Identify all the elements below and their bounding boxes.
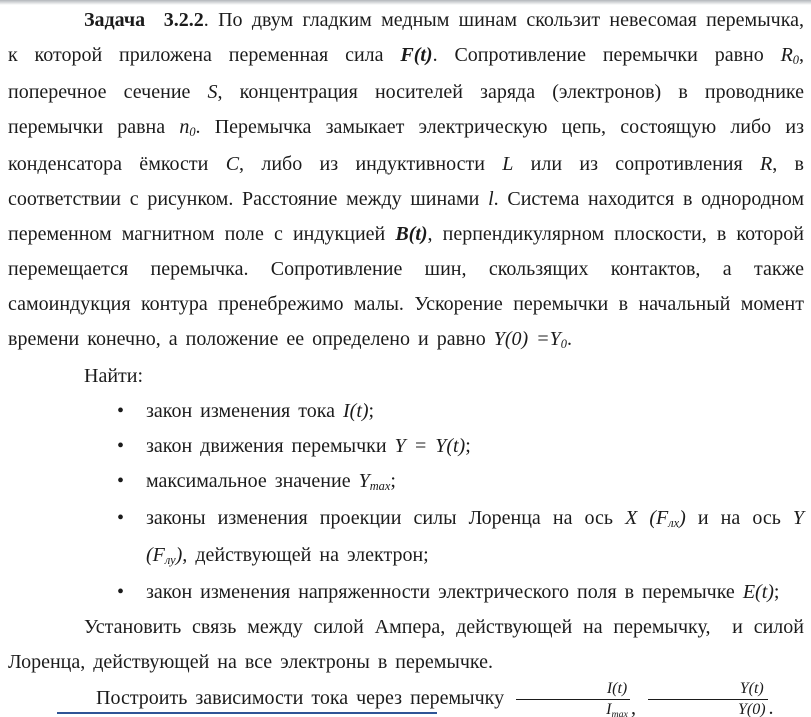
- text-run: ;: [465, 435, 471, 457]
- text-run: I: [606, 700, 612, 717]
- text-run: Y(t): [739, 680, 764, 697]
- list-item: [8, 501, 804, 575]
- text-run: .: [768, 697, 774, 717]
- text-run: , концентрация носителей заряда (электронов) в проводнике перемычки равна: [8, 81, 804, 138]
- ampere-lorentz-paragraph: [8, 610, 804, 680]
- text-run: I(t): [343, 400, 369, 422]
- text-run: n: [179, 116, 190, 138]
- text-run: лу: [164, 553, 176, 568]
- text-run: Y: [358, 470, 370, 492]
- list-item: [8, 394, 804, 429]
- text-run: и на ось: [685, 507, 793, 529]
- text-run: . Сопротивление перемычки равно: [432, 44, 781, 66]
- text-run: 0: [189, 125, 196, 140]
- text-run: ,: [630, 697, 636, 717]
- problem-statement-paragraph: [8, 3, 804, 359]
- text-run: E(t): [742, 581, 774, 603]
- text-run: l: [488, 188, 494, 210]
- bullet-icon: •: [117, 470, 125, 492]
- text-run: [636, 687, 644, 709]
- fraction-numerator: [516, 680, 630, 700]
- text-run: ),: [175, 544, 188, 566]
- text-run: B(t): [395, 223, 428, 245]
- text-run: , поперечное сечение: [8, 44, 804, 103]
- text-run: S: [207, 81, 218, 103]
- text-run: 0: [792, 53, 799, 68]
- bullet-icon: •: [117, 581, 125, 603]
- bullet-icon: •: [117, 507, 125, 529]
- text-run: max: [611, 708, 628, 717]
- text-run: или из сопротивления: [513, 153, 761, 175]
- text-run: I(t): [606, 680, 628, 697]
- fraction-denominator: [516, 700, 630, 717]
- text-run: Задача 3.2.2: [84, 9, 204, 31]
- document-body: [8, 3, 804, 717]
- bullet-icon: •: [117, 400, 125, 422]
- text-run: Найти:: [84, 365, 144, 387]
- text-run: ): [679, 507, 686, 529]
- text-run: закон изменения напряженности электрического поля в перемычке: [146, 581, 743, 603]
- text-run: Построить зависимости тока через перемычку: [96, 687, 513, 709]
- text-run: F(t): [400, 44, 433, 66]
- text-run: Y(0) =Y: [493, 328, 561, 350]
- list-item: [8, 575, 804, 610]
- text-run: ;: [773, 581, 780, 603]
- fraction: [648, 680, 768, 717]
- find-list: [8, 394, 804, 610]
- text-run: законы изменения проекции силы Лоренца на ось: [146, 507, 626, 529]
- text-run: Y(0): [737, 700, 766, 717]
- list-item: [8, 429, 804, 464]
- text-run: R: [780, 44, 793, 66]
- text-run: . Система находится в однородном переменном магнитном поле с индукцией: [8, 188, 804, 245]
- text-run: max: [369, 479, 391, 494]
- text-run: L: [502, 153, 514, 175]
- fraction-denominator: [648, 700, 768, 717]
- text-run: . По двум гладким медным шинам скользит невесомая перемычка, к которой приложена переменная сила: [8, 9, 805, 66]
- text-run: 0: [560, 337, 567, 352]
- text-run: . Перемычка замыкает электрическую цепь, состоящую либо из конденсатора ёмкости: [8, 116, 804, 175]
- list-item: [8, 464, 804, 501]
- text-run: C: [225, 153, 240, 175]
- text-run: R: [760, 153, 773, 175]
- text-run: , в соответствии с рисунком. Расстояние между шинами: [8, 153, 804, 210]
- text-run: X (F: [625, 507, 669, 529]
- find-heading: [8, 359, 804, 394]
- text-run: Y = Y(t): [394, 435, 466, 457]
- text-run: ;: [368, 400, 375, 422]
- text-run: действующей на электрон;: [187, 544, 429, 566]
- text-run: .: [567, 328, 572, 350]
- text-run: закон движения перемычки: [146, 435, 395, 457]
- text-run: максимальное значение: [146, 470, 359, 492]
- bullet-icon: •: [117, 435, 125, 457]
- text-run: , перпендикулярном плоскости, в которой перемещается перемычка. Сопротивление шин, скользящих контактов, а также самоиндукция контура пренебрежимо малы. Ускорение перемычки в начальный момент времени конечно, а положение ее определено и равно: [8, 223, 805, 350]
- text-run: Установить связь между силой Ампера, действующей на перемычку, и силой Лоренца, действующей на все электроны в перемычке.: [8, 616, 804, 673]
- fraction: [516, 680, 630, 717]
- text-run: , либо из индуктивности: [239, 153, 503, 175]
- bottom-partial-rule: [57, 712, 437, 714]
- text-run: Y (F: [146, 507, 805, 566]
- text-run: ;: [390, 470, 396, 492]
- text-run: закон изменения тока: [146, 400, 343, 422]
- text-run: лх: [668, 516, 680, 531]
- fraction-numerator: [648, 680, 768, 700]
